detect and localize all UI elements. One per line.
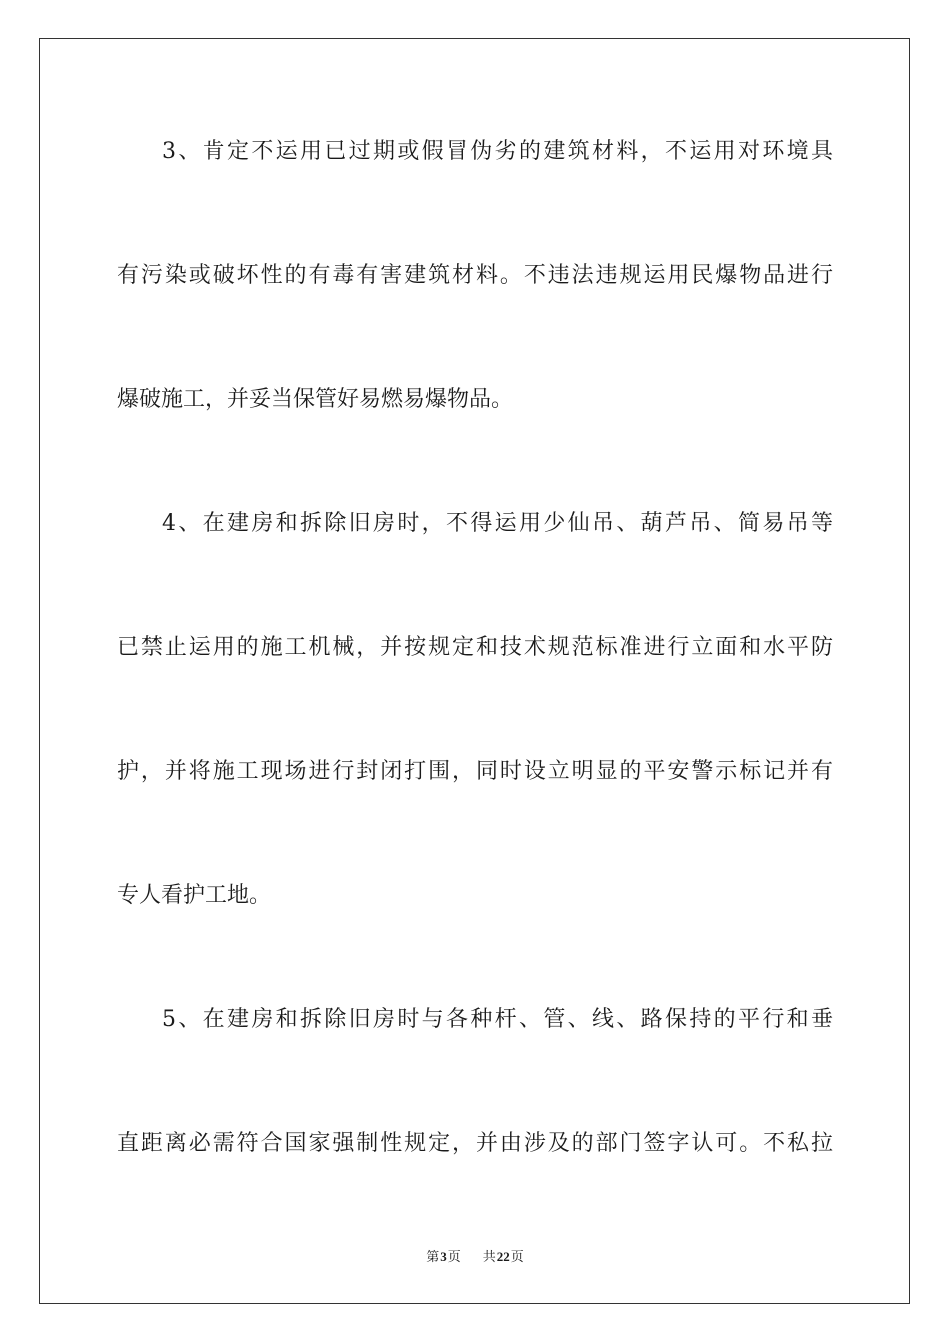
page-prefix: 第 [426, 1249, 440, 1264]
total-suffix: 页 [510, 1249, 524, 1264]
total-prefix: 共 [482, 1249, 496, 1264]
page-suffix: 页 [447, 1249, 461, 1264]
text-line: 爆破施工，并妥当保管好易燃易爆物品。 [117, 387, 514, 412]
text-line: 有污染或破坏性的有毒有害建筑材料。不违法违规运用民爆物品进行 [117, 263, 833, 288]
text-line: 5、在建房和拆除旧房时与各种杆、管、线、路保持的平行和垂 [162, 1007, 833, 1032]
text-line: 护，并将施工现场进行封闭打围，同时设立明显的平安警示标记并有 [117, 759, 833, 784]
page-border [39, 38, 910, 1304]
text-line: 专人看护工地。 [117, 883, 272, 908]
page-footer [0, 1246, 950, 1265]
text-line: 4、在建房和拆除旧房时，不得运用少仙吊、葫芦吊、简易吊等 [162, 511, 833, 536]
total-pages: 22 [496, 1249, 510, 1264]
text-line: 3、肯定不运用已过期或假冒伪劣的建筑材料，不运用对环境具 [162, 139, 833, 164]
text-line: 已禁止运用的施工机械，并按规定和技术规范标准进行立面和水平防 [117, 635, 833, 660]
text-line: 直距离必需符合国家强制性规定，并由涉及的部门签字认可。不私拉 [117, 1131, 833, 1156]
page-number: 3 [440, 1249, 447, 1264]
